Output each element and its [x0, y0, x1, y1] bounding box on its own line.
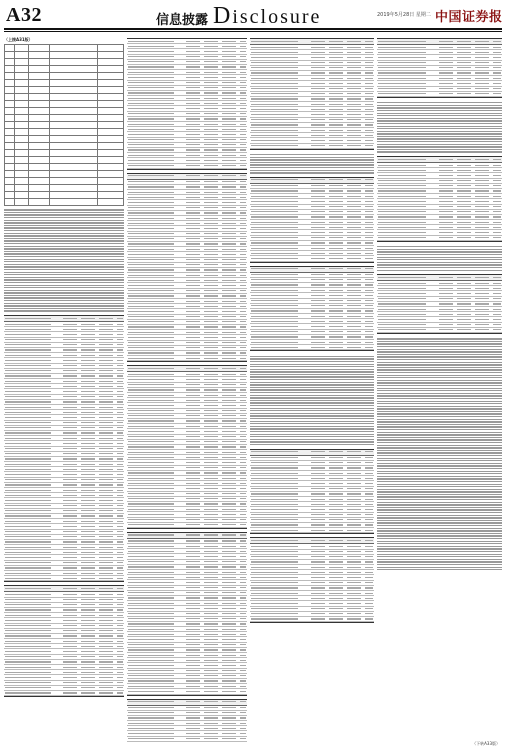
body-text-block — [4, 208, 124, 313]
body-text-block — [250, 354, 374, 446]
financial-table — [127, 38, 247, 170]
financial-table — [4, 315, 124, 582]
page-number: A32 — [6, 4, 42, 26]
financial-table — [127, 173, 247, 363]
body-text-block — [377, 337, 502, 572]
body-text-block — [250, 153, 374, 175]
financial-table — [250, 537, 374, 623]
financial-table — [127, 365, 247, 529]
financial-table — [377, 38, 502, 98]
column-3 — [250, 37, 374, 742]
masthead — [0, 0, 506, 36]
body-text-block — [377, 101, 502, 154]
continued-from-label: （上接A31版） — [4, 37, 33, 42]
column-4 — [377, 37, 502, 742]
masthead-rule-thin — [4, 31, 502, 32]
financial-table — [4, 585, 124, 697]
financial-table — [127, 532, 247, 696]
issue-date: 2019年5月28日 星期二 — [377, 12, 431, 18]
newspaper-logo: 中国证券报 — [435, 10, 503, 25]
masthead-rule — [4, 28, 502, 30]
continued-to-label: （下转A33版） — [472, 741, 500, 746]
financial-table — [377, 274, 502, 334]
financial-table — [250, 177, 374, 263]
grid-table — [4, 44, 124, 206]
section-title: 信息披露 — [156, 13, 209, 28]
financial-table — [127, 699, 247, 743]
financial-table — [250, 38, 374, 150]
financial-table — [250, 266, 374, 352]
section-title-en — [213, 3, 321, 30]
financial-table — [377, 156, 502, 242]
financial-table — [250, 449, 374, 535]
body-text-block — [377, 245, 502, 272]
section-title-en-initial: D — [213, 3, 233, 29]
section-title-en-rest: isclosure — [232, 6, 322, 28]
column-2 — [127, 37, 247, 742]
column-1 — [4, 37, 124, 742]
